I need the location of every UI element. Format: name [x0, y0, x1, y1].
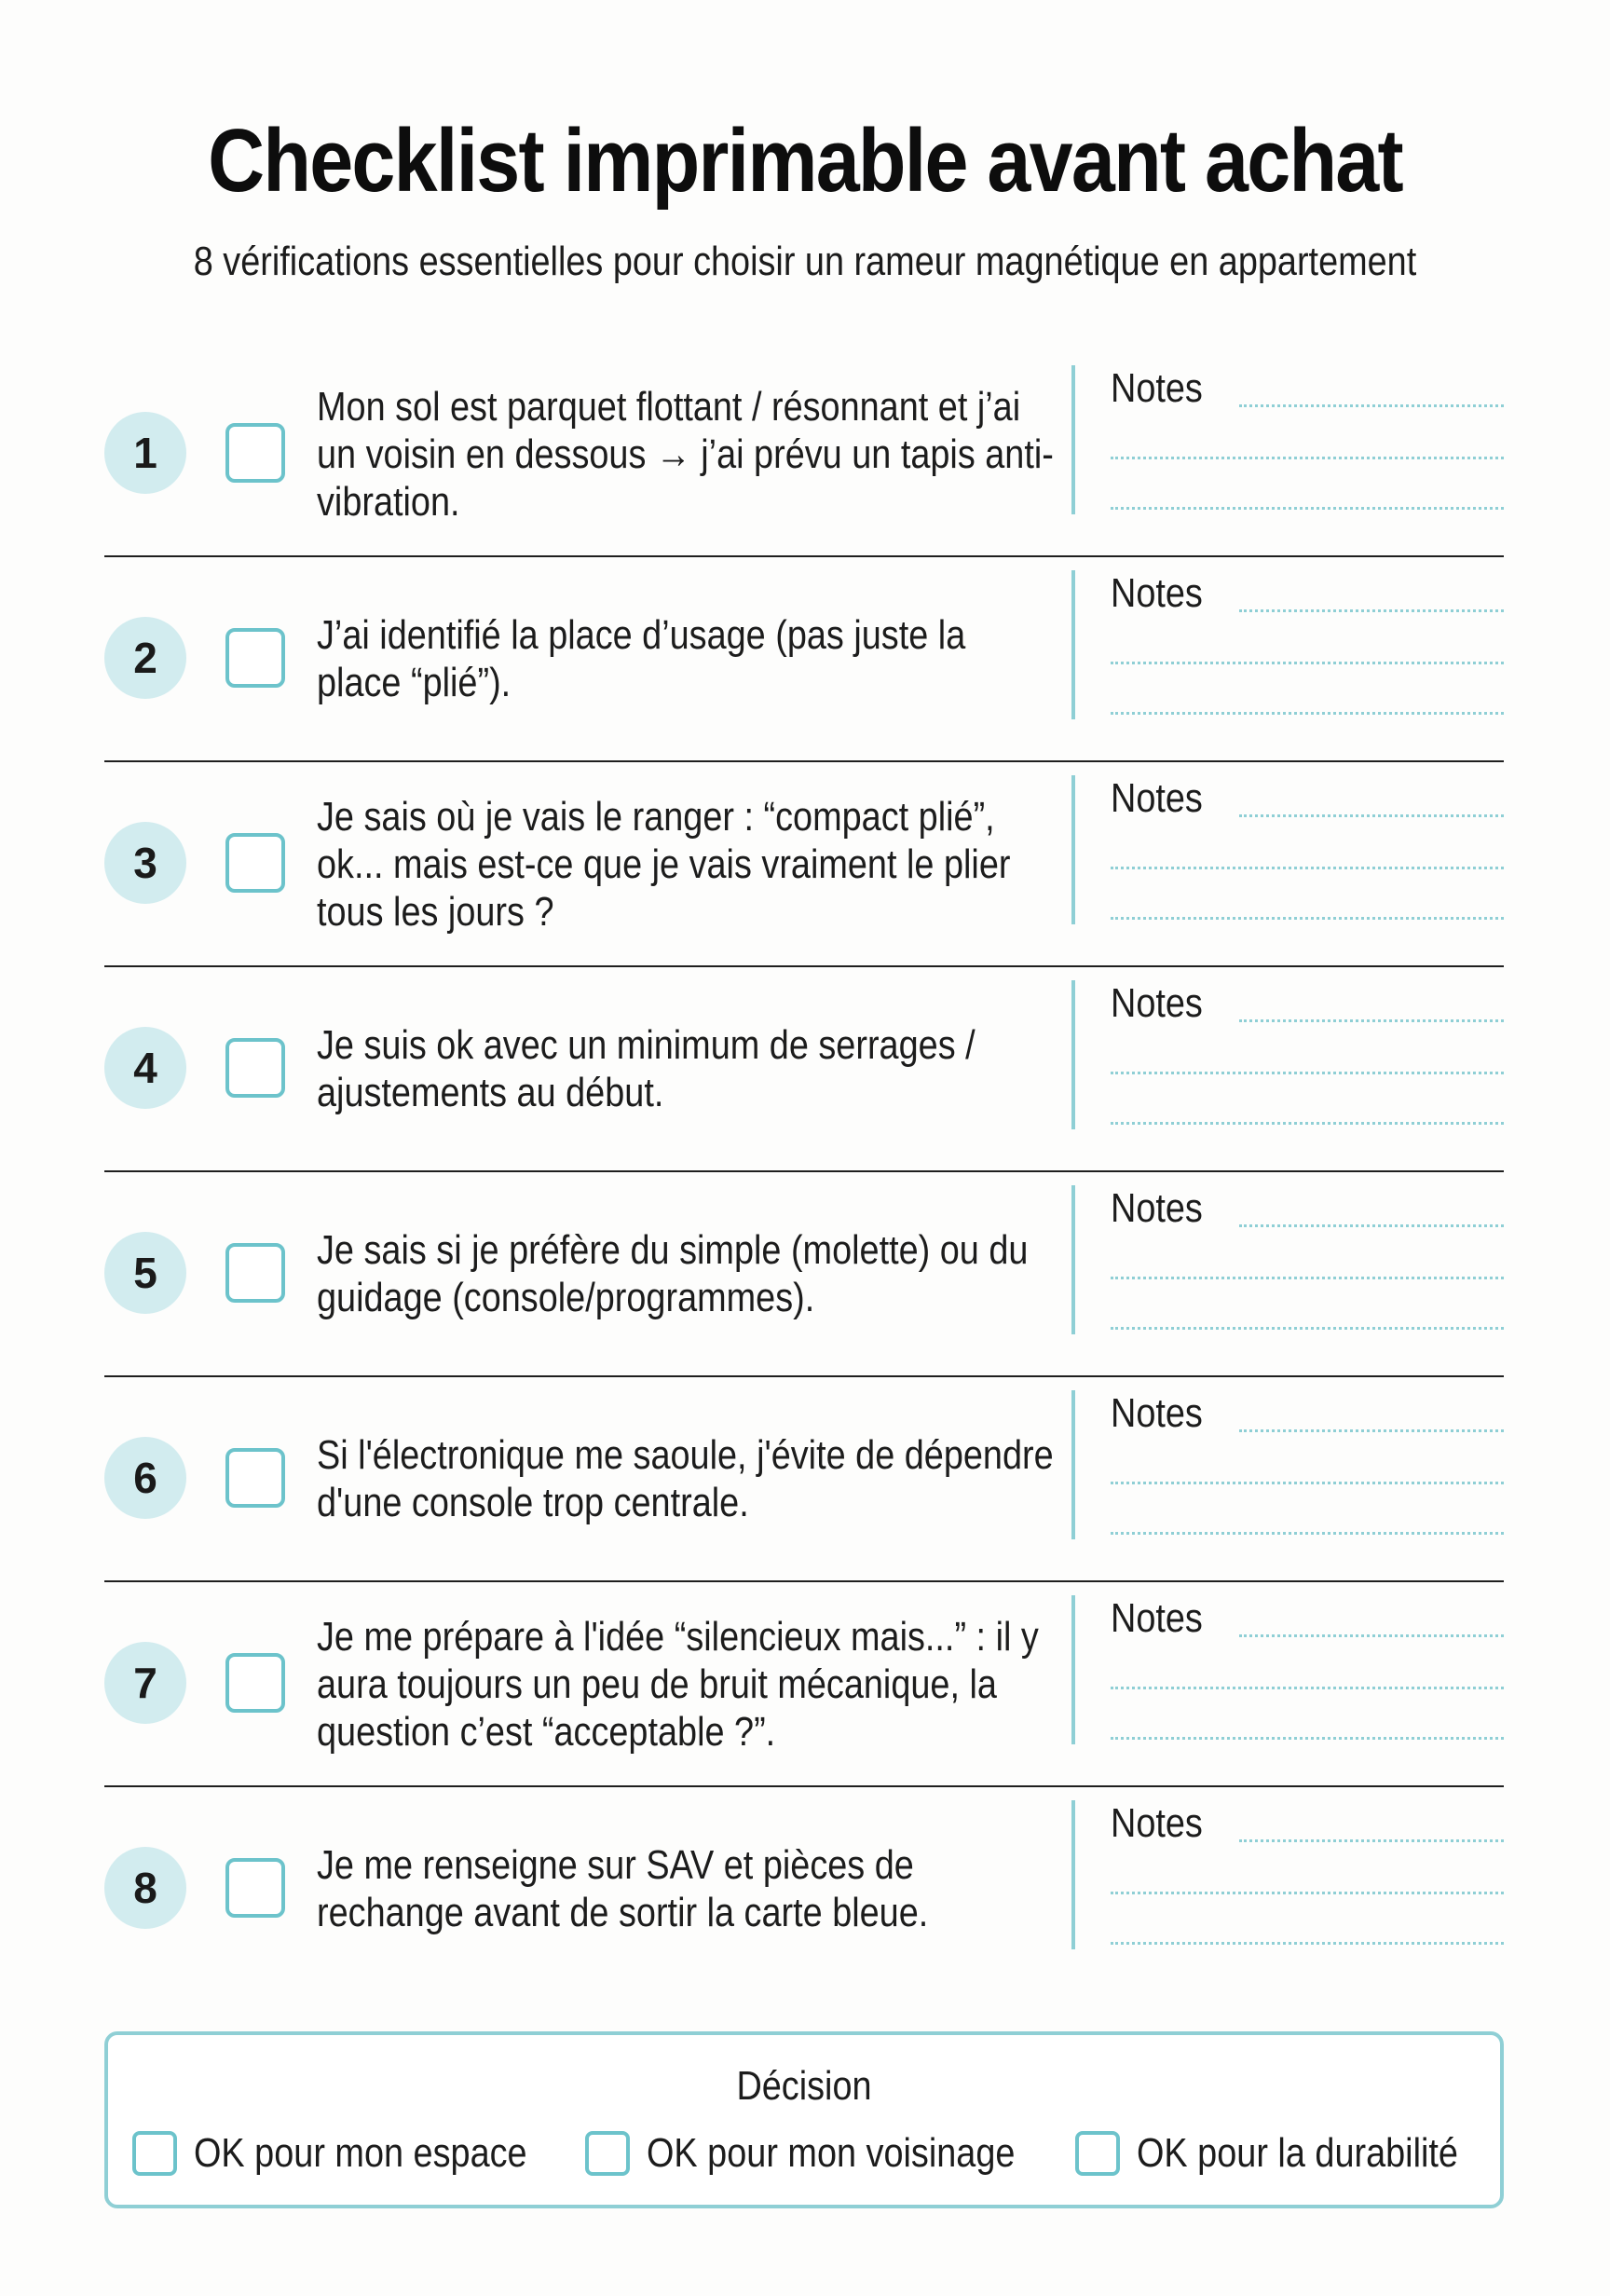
notes-line[interactable] [1111, 1277, 1504, 1279]
item-text: Je suis ok avec un minimum de serrages / ajustements au début. [317, 1022, 976, 1115]
decision-option-label: OK pour la durabilité [1137, 2130, 1458, 2176]
item-checkbox[interactable] [225, 1448, 285, 1508]
notes-line[interactable] [1239, 1224, 1504, 1227]
decision-option-espace[interactable] [132, 2130, 581, 2177]
notes-area [1071, 570, 1504, 719]
item-checkbox[interactable] [225, 833, 285, 893]
item-checkbox[interactable] [225, 1038, 285, 1098]
notes-line[interactable] [1111, 1072, 1504, 1074]
page-title: Checklist imprimable avant achat [208, 111, 1402, 211]
checklist-row [104, 352, 1504, 557]
checklist-row [104, 1172, 1504, 1377]
decision-option-label: OK pour mon voisinage [647, 2130, 1016, 2176]
item-number-badge: 3 [104, 822, 186, 904]
notes-label: Notes [1111, 1390, 1203, 1436]
notes-area [1071, 1800, 1504, 1949]
item-number-badge: 6 [104, 1437, 186, 1519]
decision-checkbox[interactable] [585, 2131, 630, 2176]
notes-line[interactable] [1239, 609, 1504, 612]
item-checkbox[interactable] [225, 628, 285, 688]
notes-label: Notes [1111, 1185, 1203, 1231]
item-text: Mon sol est parquet flottant / résonnant et j’ai un voisin en dessous → j’ai prévu un tapis anti-vibration. [317, 383, 1054, 525]
decision-checkbox[interactable] [132, 2131, 177, 2176]
notes-area [1071, 1185, 1504, 1334]
notes-label: Notes [1111, 775, 1203, 821]
item-text: Je me prépare à l'idée “silencieux mais...” : il y aura toujours un peu de bruit mécanique, la question c’est “acceptable ?”. [317, 1613, 1039, 1755]
item-text: J’ai identifié la place d’usage (pas juste la place “plié”). [317, 612, 966, 705]
decision-option-label: OK pour mon espace [194, 2130, 527, 2176]
item-number-badge: 1 [104, 412, 186, 494]
notes-line[interactable] [1239, 1634, 1504, 1637]
checklist-row [104, 1582, 1504, 1787]
item-checkbox[interactable] [225, 1858, 285, 1918]
notes-label: Notes [1111, 980, 1203, 1026]
item-checkbox[interactable] [225, 1243, 285, 1303]
decision-checkbox[interactable] [1075, 2131, 1120, 2176]
notes-line[interactable] [1111, 1532, 1504, 1535]
notes-line[interactable] [1239, 1429, 1504, 1432]
notes-line[interactable] [1239, 1019, 1504, 1022]
notes-line[interactable] [1111, 1327, 1504, 1330]
notes-line[interactable] [1111, 1892, 1504, 1894]
item-checkbox[interactable] [225, 423, 285, 483]
decision-option-durabilite[interactable] [1075, 2130, 1510, 2177]
item-number-badge: 8 [104, 1847, 186, 1929]
item-text: Je me renseigne sur SAV et pièces de rechange avant de sortir la carte bleue. [317, 1842, 929, 1935]
notes-line[interactable] [1111, 662, 1504, 664]
notes-label: Notes [1111, 365, 1203, 411]
page-subtitle: 8 vérifications essentielles pour choisir un rameur magnétique en appartement [193, 239, 1417, 284]
item-text: Je sais si je préfère du simple (molette) ou du guidage (console/programmes). [317, 1227, 1029, 1320]
item-number-badge: 7 [104, 1642, 186, 1724]
notes-line[interactable] [1111, 712, 1504, 715]
notes-line[interactable] [1111, 1942, 1504, 1945]
item-number-badge: 4 [104, 1027, 186, 1109]
notes-line[interactable] [1111, 1482, 1504, 1484]
notes-area [1071, 775, 1504, 924]
checklist-row [104, 762, 1504, 967]
notes-line[interactable] [1239, 404, 1504, 407]
item-checkbox[interactable] [225, 1653, 285, 1713]
notes-line[interactable] [1239, 1839, 1504, 1842]
notes-line[interactable] [1111, 917, 1504, 920]
notes-line[interactable] [1111, 1687, 1504, 1689]
notes-line[interactable] [1111, 867, 1504, 869]
item-text: Si l'électronique me saoule, j'évite de dépendre d'une console trop centrale. [317, 1432, 1054, 1525]
notes-line[interactable] [1111, 457, 1504, 459]
notes-line[interactable] [1111, 1122, 1504, 1125]
notes-line[interactable] [1111, 1737, 1504, 1740]
item-text: Je sais où je vais le ranger : “compact plié”, ok... mais est-ce que je vais vraiment le plier tous les jours ? [317, 793, 1011, 935]
decision-box [104, 2031, 1504, 2208]
checklist-row [104, 1787, 1504, 1992]
checklist-row [104, 967, 1504, 1172]
decision-title: Décision [736, 2063, 872, 2109]
notes-label: Notes [1111, 570, 1203, 616]
notes-line[interactable] [1111, 507, 1504, 510]
notes-area [1071, 980, 1504, 1129]
checklist-row [104, 557, 1504, 762]
notes-area [1071, 1595, 1504, 1744]
decision-option-voisinage[interactable] [585, 2130, 1075, 2177]
item-number-badge: 2 [104, 617, 186, 699]
item-number-badge: 5 [104, 1232, 186, 1314]
notes-label: Notes [1111, 1800, 1203, 1846]
notes-area [1071, 365, 1504, 514]
checklist-row [104, 1377, 1504, 1582]
notes-label: Notes [1111, 1595, 1203, 1641]
notes-area [1071, 1390, 1504, 1539]
checklist [104, 352, 1504, 1992]
notes-line[interactable] [1239, 814, 1504, 817]
